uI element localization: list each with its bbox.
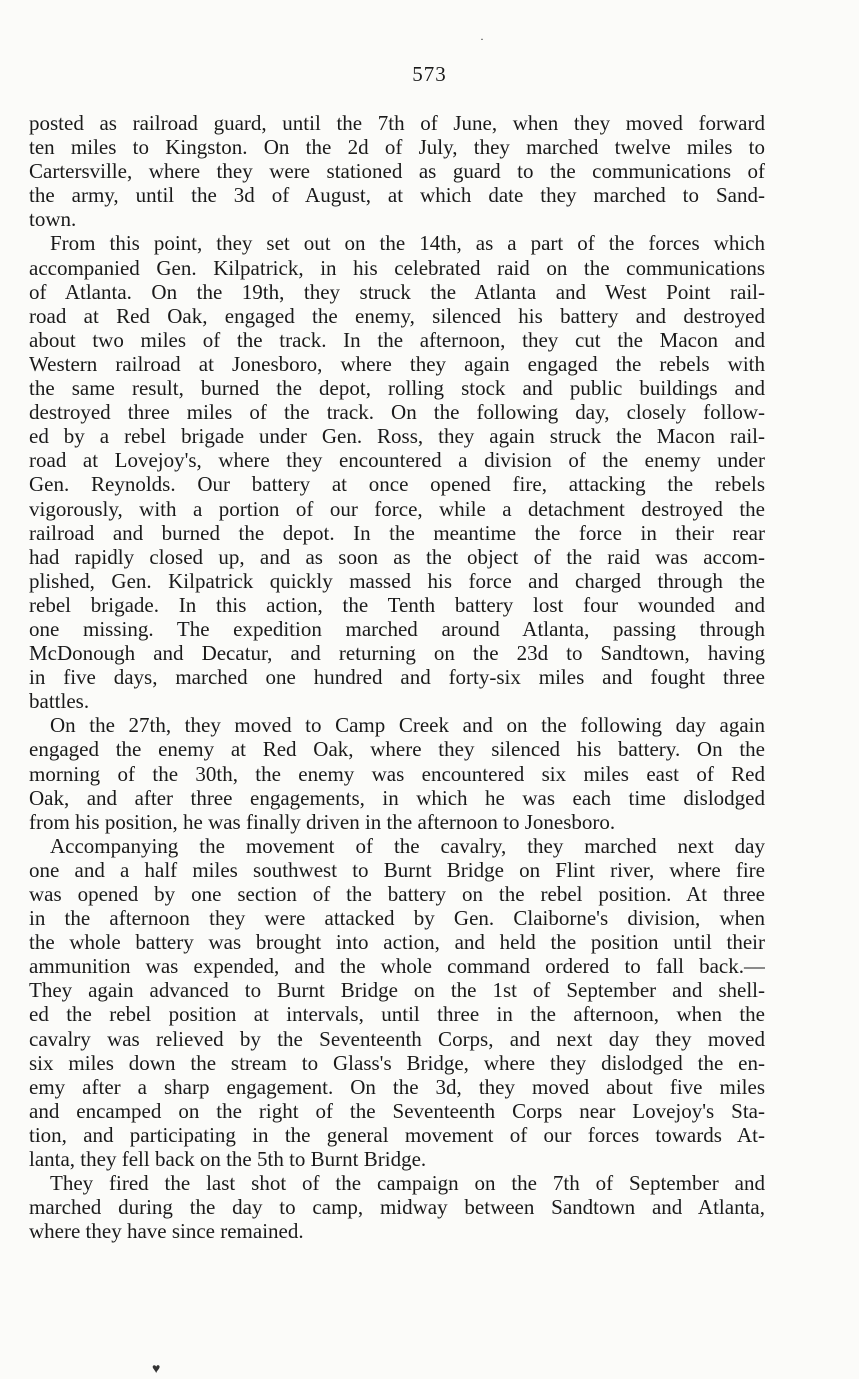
text-line: battles. — [29, 689, 90, 714]
text-line: tion, and participating in the general movement of our forces towards At- — [29, 1122, 765, 1147]
text-line: one and a half miles southwest to Burnt Bridge on Flint river, where fire — [29, 857, 765, 882]
text-line: town. — [29, 207, 77, 232]
text-line: cavalry was relieved by the Seventeenth Corps, and next day they moved — [29, 1026, 765, 1051]
body-text — [29, 111, 765, 1243]
paragraph — [29, 834, 765, 1171]
text-line: destroyed three miles of the track. On the following day, closely follow- — [29, 400, 765, 425]
text-line: road at Lovejoy's, where they encountered a division of the enemy under — [29, 448, 765, 473]
text-line: posted as railroad guard, until the 7th of June, when they moved forward — [29, 111, 765, 135]
print-speck: · — [480, 32, 484, 46]
text-line: rebel brigade. In this action, the Tenth battery lost four wounded and — [29, 592, 765, 617]
text-line: lanta, they fell back on the 5th to Burnt Bridge. — [29, 1147, 427, 1172]
paragraph — [29, 111, 765, 231]
text-line: from his position, he was finally driven in the afternoon to Jonesboro. — [29, 809, 616, 834]
text-line: one missing. The expedition marched around Atlanta, passing through — [29, 616, 765, 641]
text-line: marched during the day to camp, midway between Sandtown and Atlanta, — [29, 1195, 765, 1220]
text-line: Accompanying the movement of the cavalry, they marched next day — [50, 833, 765, 858]
text-line: Gen. Reynolds. Our battery at once opened fire, attacking the rebels — [29, 472, 765, 497]
text-line: McDonough and Decatur, and returning on the 23d to Sandtown, having — [29, 641, 765, 666]
text-line: ammunition was expended, and the whole command ordered to fall back.— — [29, 954, 765, 979]
text-line: in the afternoon they were attacked by Gen. Claiborne's division, when — [29, 906, 765, 931]
text-line: From this point, they set out on the 14th, as a part of the forces which — [50, 231, 765, 256]
text-line: emy after a sharp engagement. On the 3d, they moved about five miles — [29, 1074, 765, 1099]
text-line: had rapidly closed up, and as soon as the object of the raid was accom- — [29, 544, 765, 569]
text-line: On the 27th, they moved to Camp Creek and on the following day again — [50, 713, 765, 738]
text-line: six miles down the stream to Glass's Bridge, where they dislodged the en- — [29, 1050, 765, 1075]
text-line: the whole battery was brought into action, and held the position until their — [29, 930, 765, 955]
text-line: railroad and burned the depot. In the meantime the force in their rear — [29, 520, 765, 545]
paragraph — [29, 713, 765, 833]
text-line: They again advanced to Burnt Bridge on the 1st of September and shell- — [29, 978, 765, 1003]
text-line: Cartersville, where they were stationed as guard to the communications of — [29, 159, 765, 184]
text-line: engaged the enemy at Red Oak, where they silenced his battery. On the — [29, 737, 765, 762]
text-line: and encamped on the right of the Seventeenth Corps near Lovejoy's Sta- — [29, 1098, 765, 1123]
text-line: ed by a rebel brigade under Gen. Ross, they again struck the Macon rail- — [29, 424, 765, 449]
text-line: where they have since remained. — [29, 1219, 304, 1244]
print-speck: ♥ — [152, 1362, 161, 1377]
text-line: was opened by one section of the battery on the rebel position. At three — [29, 882, 765, 906]
text-line: ten miles to Kingston. On the 2d of July, they marched twelve miles to — [29, 135, 765, 160]
text-line: Oak, and after three engagements, in which he was each time dislodged — [29, 785, 765, 810]
paragraph — [29, 1171, 765, 1243]
text-line: vigorously, with a portion of our force, while a detachment destroyed the — [29, 496, 765, 521]
text-line: Western railroad at Jonesboro, where they again engaged the rebels with — [29, 351, 765, 376]
text-line: They fired the last shot of the campaign on the 7th of September and — [50, 1171, 765, 1196]
paragraph — [29, 231, 765, 713]
text-line: accompanied Gen. Kilpatrick, in his celebrated raid on the communications — [29, 255, 765, 280]
text-line: the same result, burned the depot, rolling stock and public buildings and — [29, 376, 765, 401]
page-number: 573 — [412, 62, 447, 86]
text-line: road at Red Oak, engaged the enemy, silenced his battery and destroyed — [29, 303, 765, 328]
text-line: about two miles of the track. In the afternoon, they cut the Macon and — [29, 327, 765, 352]
text-line: of Atlanta. On the 19th, they struck the Atlanta and West Point rail- — [29, 279, 765, 304]
text-line: ed the rebel position at intervals, until three in the afternoon, when the — [29, 1002, 765, 1027]
text-line: plished, Gen. Kilpatrick quickly massed his force and charged through the — [29, 568, 765, 593]
text-line: the army, until the 3d of August, at which date they marched to Sand- — [29, 183, 765, 208]
text-line: morning of the 30th, the enemy was encountered six miles east of Red — [29, 761, 765, 786]
text-line: in five days, marched one hundred and forty-six miles and fought three — [29, 665, 765, 690]
